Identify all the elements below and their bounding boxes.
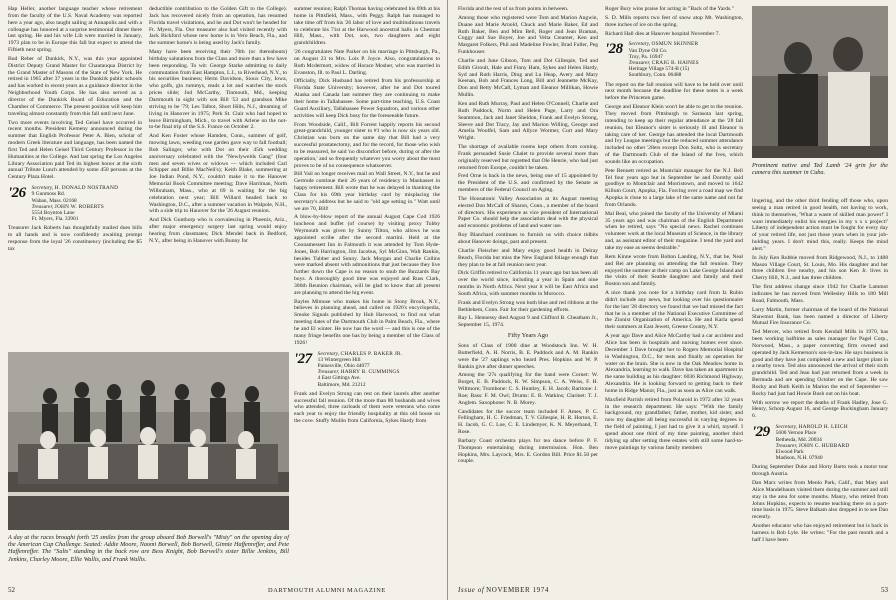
paragraph: Fred Orne is back in the news, being one of 15 appointed by the President of the U.S. and confirmed by the Senate as members of the Federal Council on Aging. — [458, 173, 598, 194]
issue-prefix: Issue of — [458, 586, 485, 594]
class-officers: Secretary, CHARLES P. BAKER JR. 13 Wintergreen Hill Painesville, Ohio 44077 Treasurer, HARRY B. CUMMINGS 4 East Gittings Ave. Baltimore, Md. 21212 — [317, 350, 403, 388]
paragraph: Among those who registered were Tom and Marion Angwin, Duane and Marie Arnold, Chuck and Marie Baker, Ed and Ruth Baker, Ben and Mim Bell, Roger and Jean Braman, Coggy and Sue Boyer, Joe and Velta Creamer, Ken and Margaret Folkers, Phil and Madeline Fowler, Brad Fuller, Peg Funkhouser. — [458, 14, 598, 56]
paragraph: Frank and Evelyn Strong won both blue and red ribbons at the Bethlehem, Conn. Fair for their gardening efforts. — [458, 299, 598, 313]
class-year: '27 — [294, 350, 312, 367]
group-photo-image — [8, 352, 289, 530]
paragraph: A blow-by-blow report of the annual August Cape Cod 1926 luncheon and buffet (of course) by visiting proxy Tubby Weymouth was given by Sunny Tilton, who allows he was appointed scribe after the second martini. Held at the Coonamessett Inn in Falmouth it was attended by Tom Hyde-Jones, Bob Harrington, Jim Jacobus, Syl McGinn, Walt Rankin, besides Tubber and Sunny. Jack Morgan and Charlie Collins were marked absent with admonitions that just because they live further down the Cape is no reason to snub the Buzzards Bay boys. A thoroughly good time was enjoyed and Russ Clark, 306th Reunion chairman, will be glad to know that all present are planning to attend the big event. — [294, 214, 440, 296]
paragraph: S. D. Mills reports two feet of snow atop Mt. Washington, three inches of ice on the spring. — [605, 14, 743, 28]
page-number: 53 — [881, 586, 888, 594]
left-column-2 — [149, 6, 287, 247]
left-column-1 — [8, 6, 142, 255]
paragraph: And Dick Gunthorp who is convalescing in Phoenix, Ariz., after major emergency surgery last spring would enjoy hearing from classmates; Dick Mendel back in Bedford, N.Y., after being in Hanover with Bunny for — [149, 217, 287, 244]
paragraph: Rem Kinne wrote from Bolton Landing, N.Y., that he, Neal and Rei are planning on attending the fall reunion. They enjoyed the summer at their camp on Lake George Island and the visits of their Seattle daughter and family and their Boston son and family. — [605, 253, 743, 288]
portrait-caption: Prominent native and Ted Lamb '24 grin for the camera this summer in Cuba. — [752, 162, 888, 177]
left-column-3 — [294, 6, 440, 586]
paragraph: Ray L. Hennessy died August 9 and Clifford B. Cheatham Jr., September 15, 1974. — [458, 315, 598, 329]
paragraph: '26 congratulates Nate Parker on his marriage in Pittsburgh, Pa., on August 23 to Mrs. Lois P. Joyce. Also, congratulations to Ruth Mcdermott, widow of Horace Mosher, who was married in Evanston, Ill. to Paul L. Darling. — [294, 49, 440, 76]
paragraph: A nice thank you note for a birthday card from Iz Rubin didn't include any news, but looking over his questionnaire for the last '28 directory we found that we had missed the fact that he is a member of the National Executive Committee of the Zionist Organization of America. He and Karla spend their summers at East Jewett, Greene County, N.Y. — [605, 290, 743, 331]
group-photo — [8, 352, 289, 530]
paragraph: Another educator who has enjoyed retirement but is back in harness is Bob Lyle. He writes: "For the past month and a half I have been — [752, 523, 888, 543]
paragraph: Two more events involving Ted Geisel have occurred in recent months. President Kemeny announced during the summer that English Professor Peter A. Bien, scholar of modern Greek literature and language, has been named the first Ted and Helen Geisel Third Century Professor in the Humanities at the College. And last spring the Los Angeles Library Association paid Ted its highest honor at the sixth annual Tribute Lunch attended by some 450 persons at the Century Plaza Hotel. — [8, 119, 142, 181]
paragraph: Among the '27s qualifying for the band were Cornet: W. Burget, E. B. Paddock, R. W. Simpson, C. A. Weiss, F. H. Wiltmore; Trombone: C. S. Huntley, E. H. Jacob; Baritone: J. Roe; Bass: F. M. Owl; Drums: E. B. Watkins; Clarinet: T. J. Anglem. Saxophone: N. B. Morey. — [458, 372, 598, 406]
portrait-photo — [752, 6, 888, 158]
paragraph: From Woodside, Calif., Bill Forrest happily reports his second great-grandchild, younger sister to #1 who is now six years old. Christian was born on the same day that Bill had a very successful prostatectomy, and for the record, for those who wish to be reassured, he said 'no discomfort before, during or after the operation,' and so frequently whatever you worry about the most proves to be of no consequence whatsoever. — [294, 121, 440, 169]
paragraph: Mal Beal, who joined the faculty of the University of Miami 35 years ago and was chairman of the English Department when he retired, says "No special news. Rachel continues volunteer work at the local Museum of Science, in the library and, as assistant editor of their magazine. I tend the yard and take my ease as seems desirable." — [605, 210, 743, 251]
paragraph: Ken and Ruth Murray, Paul and Helen O'Connell, Charlie and Ruth Paddock, Norm and Helen Page, Larry and Ora Seammon, Jack and Janet Sheldon, Frank and Evelyn Strong, Sleeve and Dot Tracy, Jay and Marion Willing, George and Amelia Woolfel, Sam and Allyce Wormer, Curt and Mary Wright. — [458, 100, 598, 142]
paragraph: Frank and Evelyn Strong can rest on their laurels after another successful fall reunion. Of the more than 80 husbands and wives who attended, three carloads of them were veterans who come each year to enjoy the friendly hospitality at this old house on the cove. Stuffy Mullin from California, Sykes Hardy from — [294, 390, 440, 425]
paragraph: During September Duke and Horty Barto took a motor tour through Austria. — [752, 464, 888, 478]
paragraph: Dick Griffin retired to California 11 years ago but has been all over the world since, including a year in Spain and nine months in North Africa. Next year it will be East Africa and South Africa, with summer months in Morocco. — [458, 270, 598, 297]
paragraph: The shortage of available rooms kept others from coming. Frank persuaded Susie Chalet to provide several more than originally reserved but regretted that Ole Henrie, who had just returned from Europe, couldn't be taken. — [458, 144, 598, 171]
paragraph: Pete Bennett retired as Montclair manager for the N.J. Bell Tel four years ago but in September he and Dorothy said goodbye to Montclair and Morristown, and moved to 1642 Killum Court, Apopka, Fla. Forcing over a road map we find Apopka is close to a large lake of the same name and not far from Orlando. — [605, 167, 743, 208]
paragraph: The Housatonic Valley Association at its August meeting elected Don McCall of Sharon, Conn., a member of the board of directors. His experience as vice president of International Paper Co. should help the association deal with the physical and economic problems of land and water use. — [458, 195, 598, 230]
paragraph: Maxfield Parrish retired from Polaroid in 1972 after 32 years in the research department. He says: "With the family background, my grandfather, father, mother, kid sister, and now my daughter all being successful in varying degrees in the field of painting, I just had to give it a whirl, myself. I spend about one third of my time painting, another third tidying up after setting three estates with still some hard-to-move paintings by various family members — [605, 396, 743, 451]
photo-caption: A day at the races brought forth '25 smiles from the group aboard Bob Borwell's "Misty" on the opening day of the American Cup Challenge. Seated: Addie Moore, Naomi Borwell, Bob Borwell, Ginnie Haffenreffer, and Pete Haffenreffer. The "Salts" standing in the back row are Bess Knight, Bob Borwell's sister Billie Jenkins, Bill Jenkins, Charley Moore, Ellie Wallis, and Frank Wallis. — [8, 534, 289, 563]
paragraph: Bud Reber of Dunkirk, N.Y., was this year appointed District Deputy Grand Master for Chautauqua District by the Grand Master of Masons of the State of New York. He retired in 1965 after 37 years in the Dunkirk public schools and has worked in recent years as a guidance director in the Neighborhood Youth Corps. He has also served as a director of the Dunkirk Board of Education and the Chamber of Commerce. The present position will keep him traveling almost constantly from this fall until next June. — [8, 55, 142, 117]
class-year: '29 — [752, 424, 770, 441]
paragraph: Many have been receiving their 70th (or thereabouts) birthday salutations from the Class and more than a few have been responding. To wit: George Starke admitting to daily commutation from East Hampton, L.I., to Riverhead, N.Y., to his securities business; Herm Davidson, Sioux City, Iowa, who golfs, gin rummys, reads a lot and watches the stock prices slide; Jud McCarthy, Tinmouth, Md., keeping Dartmouth in sight with son Bill '53 and grandson Mike striving to be '79; Les Talbot, Short Hills, N.J., dreaming of living in Hanover in 1975; Perk St. Clair who had hoped to leave Birmingham, Mich., to travel with Arlene on the not-to-be final trip of the S.S. France on October 2. — [149, 49, 287, 131]
paragraph: George and Eleanor Klein won't be able to get to the reunion. They moved from Pittsburgh to Sarasota last spring, intending to keep up their regular attendance at the '28 fall reunion, but Eleanor's sister is seriously ill and Eleanor is taking care of her. George has attended the local Dartmouth and Ivy League meetings but the reduced summer attendance included no other '28ers except Don Soltz, who is secretary of the Dartmouth Club of the Island of the Ives, which sounds like an occupation. — [605, 104, 743, 165]
paragraph: summer reunion; Ralph Thomas having celebrated his 69th at his home in Pittsfield, Mass., with Peggy. Ralph has managed to take time off from his '26 labor of love and multitudinous travels to celebrate his 71st at the Harwood ancestral halls in Chestnut Hill, Mass., with Dot, son, two daughters and eight grandchildren. — [294, 6, 440, 47]
class-officers: Secretary, OSMUN SKINNER Van Dyne Oil Co. Troy, Pa. 16947 Treasurer, CRAIG B. HAINES Heritage Village 574-B (15) Southbury, Conn. 06488 — [628, 41, 699, 79]
issue-label — [458, 586, 549, 594]
paragraph: Charlie Fleischer and Mary enjoy good health in Delray Beach, Florida but miss the New England foliage enough that they plan to be at fall reunion next year. — [458, 247, 598, 268]
paragraph: Ted Mercer, who retired from Kendall Mills in 1970, has been working halftime as sales manager for Pagel Corp., Norwood, Mass., a paper converting firm owned and operated by Jack Kemerson's son-in-law. He says business is good and they have just completed a new and larger plant in a nearby town. Ted also announced the arrival of their sixth grandchild. Ted and Jean had just returned from a week in Bermuda and are spending October on the Cape. He saw Rocky and Ruth Keith in Marion the end of September — Rocky had just had Howie Bush out on his boat. — [752, 329, 888, 397]
class-28-header — [605, 41, 743, 78]
paragraph: Bayles Mimuse who makes his home in Stony Brook, N.Y., believes in planning ahead, and called on 1926's encyclopedia, Smoke Signals published by Hub Harwood, to find out what meeting dates of the Dartmouth Club in Palm Beach, Fla., where he and El winter. He now has the word — and this is one of the many fringe benefits one has by being a member of the Class of 1926! — [294, 298, 440, 346]
magazine-title: DARTMOUTH ALUMNI MAGAZINE — [268, 587, 386, 594]
class-officers: Secretary, H. DONALD NOSTRAND 9 Gunmoss Rd. Waban, Mass. 02168 Treasurer, JOHN W. ROBERTS 5554 Boynton Lane Ft. Myers, Fla. 33901 — [31, 185, 119, 223]
paragraph: lingering, and the other third fending off those who, upon seeing a man retired in good health, not having to work, think to themselves, 'What a waste of skilled man power!' I want immediately enlist his energies in my x x x project!' Liberty of independent action must be fought for every day of your retired life, not just those years when in your job-holding years. I don't mind this, really. Keeps the mind alert." — [752, 198, 888, 252]
page-number: 52 — [8, 586, 15, 594]
paragraph: Larry Martin, former chairman of the board of the National Shawmut Bank, has been named a director of Liberty Mutual Fire Insurance Co. — [752, 306, 888, 327]
right-column-1 — [458, 6, 598, 586]
paragraph: Treasurer Jack Roberts has thoughtfully mailed dues bills to all hands and is now confidently awaiting prompt response from the loyal '26 constituency (including the $5 tax — [8, 225, 142, 252]
paragraph: deductible contribution to the Golden Gift to the College). Jack has recovered nicely from an operation, has resumed Florida travel visitations, and he and Dot won't be headed for Ft. Myers, Fla. Our treasurer also had visited recently with Jack Bickford whose new home is in Vero Beach, Fla., and the summer home's is being used by Jack's family. — [149, 6, 287, 47]
paragraph: Candidates for the soccer team included F. Ames, P. C. Fellingham, H. C. Friedman, T. V. Gillespie, H. R. Horton, E. H. Jacob, G. C. Loe, C. E. Lindemyer, K. N. Meyerhand, T. Rose. — [458, 408, 598, 436]
paragraph: Charlie and June Gibson, Tom and Dot Gillespie, Ted and Edith Giroult, Hale and Finny Ham, Sykes and Helen Hardy, Syd and Ruth Harris, Ding and Lu Heap, Avery and Mary Keenan, Bob and Frances Long, Bill and Jeannette McKay, Don and Betty McCall, Lyman and Eleanor Millikan, Howie Mullin. — [458, 57, 598, 99]
paragraph: Roy Blanchard continues to furnish us with choice tidbits about Hanover doings, past and present. — [458, 232, 598, 245]
paragraph: A year ago Dave and Alice McCarthy had a car accident and Alice has been in hospitals and nursing homes ever since. December 1 Dave brought her to Rogers Memorial Hospital in Washington, D.C., for tests and finally an operation for water on the brain. She is now in the Oak Meadow home in Alexandria, learning to walk. Dave has taken an apartment in the same building as his daughter: 6036 Richmond Highway, Alexandria. He is looking forward to getting back to their home in Ridge Manor, Fla., just as soon as Alice can walk. — [605, 333, 743, 394]
portrait-photo-image — [752, 6, 888, 158]
right-column-2 — [605, 6, 743, 586]
paragraph: The first address change since 1942 for Charlie Lammot indicates he has moved from Wellesley Hills to 180 Mill Road, Falmouth, Mass. — [752, 284, 888, 304]
class-year: '28 — [605, 41, 623, 58]
paragraph: And Ken Foster whose Hamden, Conn., summer of golf, mowing lawn, weeding rose garden gave way to fall football; Bob Salinger, who with Dot on their 45th wedding anniversary celebrated with the "Newlywelds Gang" (four men and seven wives or widows — which included Carl Schipper and Billie MacNeil's); Keith Blake, summering at Joe Indian Pond, N.Y., couldn't make it to the Hanover Memorial Book Committee meeting; Dave Harriman, North Wilbraham, Mass., who at 69 is waiting for the big celebration next year; Bill Willard headed back to Washington, D.C., after a summer vacation in Walpole, N.H., with a side trip to Hanover for the '26 August reunion. — [149, 133, 287, 215]
paragraph: With sorrow we report the deaths of Frank Hadley, Jose G. Henry, Schorp August 16, and George Buckingham January 6. — [752, 399, 888, 420]
right-column-3 — [752, 198, 888, 586]
paragraph: Barbary Coast orchestra plays for tea dance before P. F. Thompson entertaining during intermission. Hon. Ben Hopkins, Mrs. Laycock, Mrs. E. Gordon Bill. Price $1.50 per couple. — [458, 437, 598, 465]
paragraph: Roger Bury wins praise for acting in "Back of the Yards." — [605, 6, 734, 12]
class-27-header — [294, 351, 440, 388]
paragraph: Bill Vail no longer receives mail on Wall Street, N.Y., but he and Gertrude continue their 26 years of residency in Manhasset in happy retirement. Bill wrote that he was delayed in thanking the Class for his 69th year birthday card by misplacing the secretary's address but he said to "old age setting in." Watt until we are 70, Bill! — [294, 171, 440, 212]
class-26-header — [8, 185, 142, 222]
paragraph: Dan Marx writes from Menlo Park, Calif., that Mary and Alice Mandelbaum visited them during the summer and still stay in the area for some months. Maury, who retired from Johns Hopkins, expects to resume teaching there on a part-time basis in 1975. Steve Balkam also dropped in to see Dan recently. — [752, 480, 888, 521]
paragraph: Richard Hall dies at Hanover hospital November 7. — [605, 30, 720, 37]
section-headline: Fifty Years Ago — [507, 332, 549, 340]
class-officers: Secretary, HAROLD H. LEICH 5606 Vernon Place Bethesda, Md. 20034 Treasurer, JOHN C. HUBBARD Elwood Park Madison, N.H. 07940 — [775, 424, 850, 462]
paragraph: In July Ken Robbie moved from Ridgewood, N.J., to 1488 Mason Village Court, St. Louis, Mo. His daughter and her three children live nearby, and his son Ken Jr. lives in Cherry Hill, N.J., and has three children. — [752, 254, 888, 282]
paragraph: Hap Heller, another language teacher whose retirement from the faculty of the U.S. Naval Academy was reported here a year ago, also taught sailing at Annapolis and with a colleague has honored at a surprise testimonial dinner there last spring. He and his wife Lib were married in January, 1973 plan to be in Europe this fall but expect to attend the Fiftieth next spring. — [8, 6, 142, 54]
paragraph: Florida and the rest of us from points in between. — [458, 6, 569, 12]
paragraph: Sons of Class of 1900 dine at Woodstock Inn. W. H. Butterfield, A. H. Norris, B. E. Paddock and A. M. Rankin were the '27 saplings who heard Pres. Hopkins and W. P. Rankin give after dinner speeches. — [458, 342, 598, 370]
right-page — [448, 0, 896, 600]
issue-month: NOVEMBER 1974 — [486, 586, 549, 594]
class-year: '26 — [8, 185, 26, 202]
paragraph: Officially, Dick Husband has retired from his professorship at Florida State University; however, after he and Dot toured Alaska and Canada last summer they are continuing to make their home in Tallahassee. Some part-time teaching, U.S. Coast Guard Auxiliary, Tallahassee Power Squadron, and various other activities will keep Dick busy for the foreseeable future. — [294, 78, 440, 119]
class-29-header — [752, 424, 888, 461]
paragraph: The report on the fall reunion will have to be held over until next month because the deadline for these notes is a week before the Princeton game. — [605, 81, 743, 102]
